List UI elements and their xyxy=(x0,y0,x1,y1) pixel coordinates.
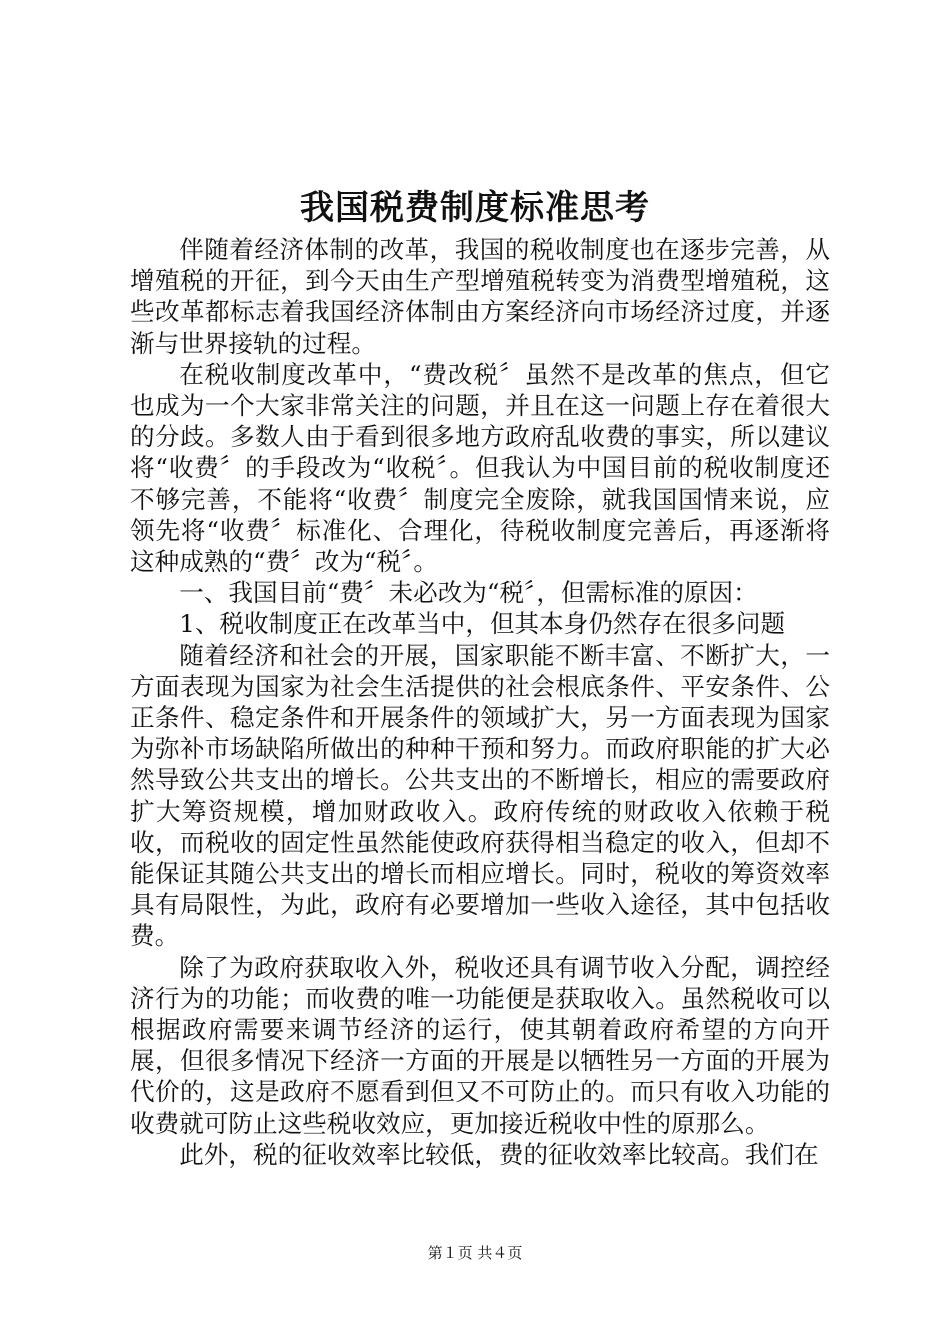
paragraph-state-functions: 随着经济和社会的开展，国家职能不断丰富、不断扩大，一方面表现为国家为社会生活提供的社会根底条件、平安条件、公正条件、稳定条件和开展条件的领域扩大，另一方面表现为国家为弥补市场缺陷所做出的种种干预和努力。而政府职能的扩大必然导致公共支出的增长。公共支出的不断增长，相应的需要政府扩大筹资规模，增加财政收入。政府传统的财政收入依赖于税收，而税收的固定性虽然能使政府获得相当稳定的收入，但却不能保证其随公共支出的增长而相应增长。同时，税收的筹资效率具有局限性，为此，政府有必要增加一些收入途径，其中包括收费。 xyxy=(130,640,830,951)
paragraph-efficiency: 此外，税的征收效率比较低，费的征收效率比较高。我们在 xyxy=(179,1139,819,1169)
document-title: 我国税费制度标准思考 xyxy=(300,188,650,228)
document-body xyxy=(130,234,830,1170)
page-footer: 第１页 共４页 xyxy=(427,1244,523,1262)
subsection-heading-1: 1、税收制度正在改革当中，但其本身仍然存在很多问题 xyxy=(179,609,786,639)
paragraph-fee-to-tax: 在税收制度改革中，“费改税〞虽然不是改革的焦点，但它也成为一个大家非常关注的问题，并且在这一问题上存在着很大的分歧。多数人由于看到很多地方政府乱收费的事实，所以建议将“收费〞的手段改为“收税〞。但我认为中国目前的税收制度还不够完善，不能将“收费〞制度完全废除，就我国国情来说，应领先将“收费〞标准化、合理化，待税收制度完善后，再逐渐将这种成熟的“费〞改为“税〞。 xyxy=(130,359,830,577)
section-heading-1: 一、我国目前“费〞未必改为“税〞，但需标准的原因： xyxy=(179,578,758,608)
paragraph-tax-functions: 除了为政府获取收入外，税收还具有调节收入分配，调控经济行为的功能；而收费的唯一功能便是获取收入。虽然税收可以根据政府需要来调节经济的运行，使其朝着政府希望的方向开展，但很多情况下经济一方面的开展是以牺牲另一方面的开展为代价的，这是政府不愿看到但又不可防止的。而只有收入功能的收费就可防止这些税收效应，更加接近税收中性的原那么。 xyxy=(130,952,830,1138)
paragraph-intro: 伴随着经济体制的改革，我国的税收制度也在逐步完善，从增殖税的开征，到今天由生产型增殖税转变为消费型增殖税，这些改革都标志着我国经济体制由方案经济向市场经济过度，并逐渐与世界接轨的过程。 xyxy=(130,235,830,358)
